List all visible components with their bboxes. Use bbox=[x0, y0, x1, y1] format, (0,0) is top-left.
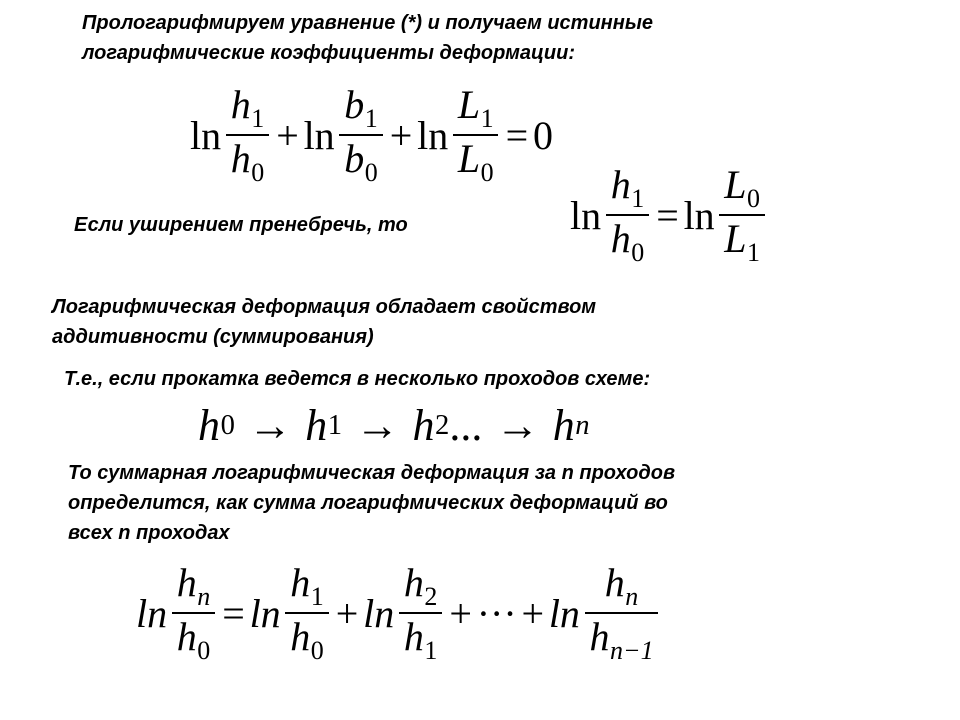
equals-sign: = bbox=[222, 590, 245, 636]
equals-sign: = bbox=[656, 192, 679, 238]
ln-operator: ln bbox=[417, 112, 449, 158]
ln-operator: ln bbox=[136, 590, 168, 636]
fraction-h2-h1: $\frac{h_2}{h_1}$ bbox=[399, 562, 442, 665]
equation-total-deformation bbox=[136, 562, 661, 665]
arrow-icon: → bbox=[248, 401, 293, 450]
rhs-zero: 0 bbox=[532, 112, 553, 158]
fraction-h1-h0: $\frac{h_1}{h_0}$ bbox=[226, 84, 269, 187]
additivity-paragraph bbox=[52, 292, 596, 352]
arrow-icon: → bbox=[495, 401, 540, 450]
fraction-h1-h0: $\frac{h_1}{h_0}$ bbox=[606, 164, 649, 267]
ln-operator: ln bbox=[190, 112, 222, 158]
plus-sign: + bbox=[449, 590, 472, 636]
arrow-icon: → bbox=[355, 401, 400, 450]
plus-sign: + bbox=[335, 590, 359, 636]
fraction-h1-h0: $\frac{h_1}{h_0}$ bbox=[285, 562, 328, 665]
additivity-line-2: аддитивности (суммирования) bbox=[52, 326, 374, 348]
intro-line-2: логарифмические коэффициенты деформации: bbox=[82, 42, 576, 64]
plus-sign: + bbox=[389, 112, 413, 158]
summary-line-2: определится, как сумма логарифмических деформаций во bbox=[68, 492, 668, 514]
equals-sign: = bbox=[505, 112, 529, 158]
equation-pass-sequence: h 0 → h 1 → h 2 ... → h n bbox=[198, 401, 590, 450]
summary-line-3: всех n проходах bbox=[68, 522, 230, 544]
fraction-L1-L0: $\frac{L_1}{L_0}$ bbox=[453, 84, 498, 187]
summary-line-1: То суммарная логарифмическая деформация за n проходов bbox=[68, 462, 676, 484]
summary-paragraph bbox=[68, 458, 675, 548]
equation-log-coefficients bbox=[190, 84, 553, 187]
ln-operator: ln bbox=[249, 590, 281, 636]
equation-neglect-widening bbox=[570, 164, 767, 267]
ln-operator: ln bbox=[570, 192, 602, 238]
fraction-hn-hnm1: $\frac{h_n}{h_{n-1}}$ bbox=[585, 562, 659, 665]
ln-operator: ln bbox=[683, 192, 715, 238]
fraction-L0-L1: $\frac{L_0}{L_1}$ bbox=[719, 164, 764, 267]
ln-operator: ln bbox=[363, 590, 395, 636]
ln-operator: ln bbox=[548, 590, 580, 636]
fraction-hn-h0: $\frac{h_n}{h_0}$ bbox=[172, 562, 215, 665]
passes-note: Т.е., если прокатка ведется в несколько проходов схеме: bbox=[64, 368, 651, 390]
fraction-b1-b0: $\frac{b_1}{b_0}$ bbox=[339, 84, 382, 187]
intro-paragraph bbox=[82, 8, 653, 68]
plus-sign: + bbox=[521, 590, 545, 636]
intro-line-1: Прологарифмируем уравнение (*) и получаем истинные bbox=[82, 12, 654, 34]
cdots: ··· bbox=[476, 590, 517, 636]
additivity-line-1: Логарифмическая деформация обладает свойством bbox=[52, 296, 597, 318]
plus-sign: + bbox=[276, 112, 299, 158]
ln-operator: ln bbox=[303, 112, 335, 158]
ellipsis: ... bbox=[449, 401, 483, 450]
widening-note: Если уширением пренебречь, то bbox=[74, 214, 408, 236]
